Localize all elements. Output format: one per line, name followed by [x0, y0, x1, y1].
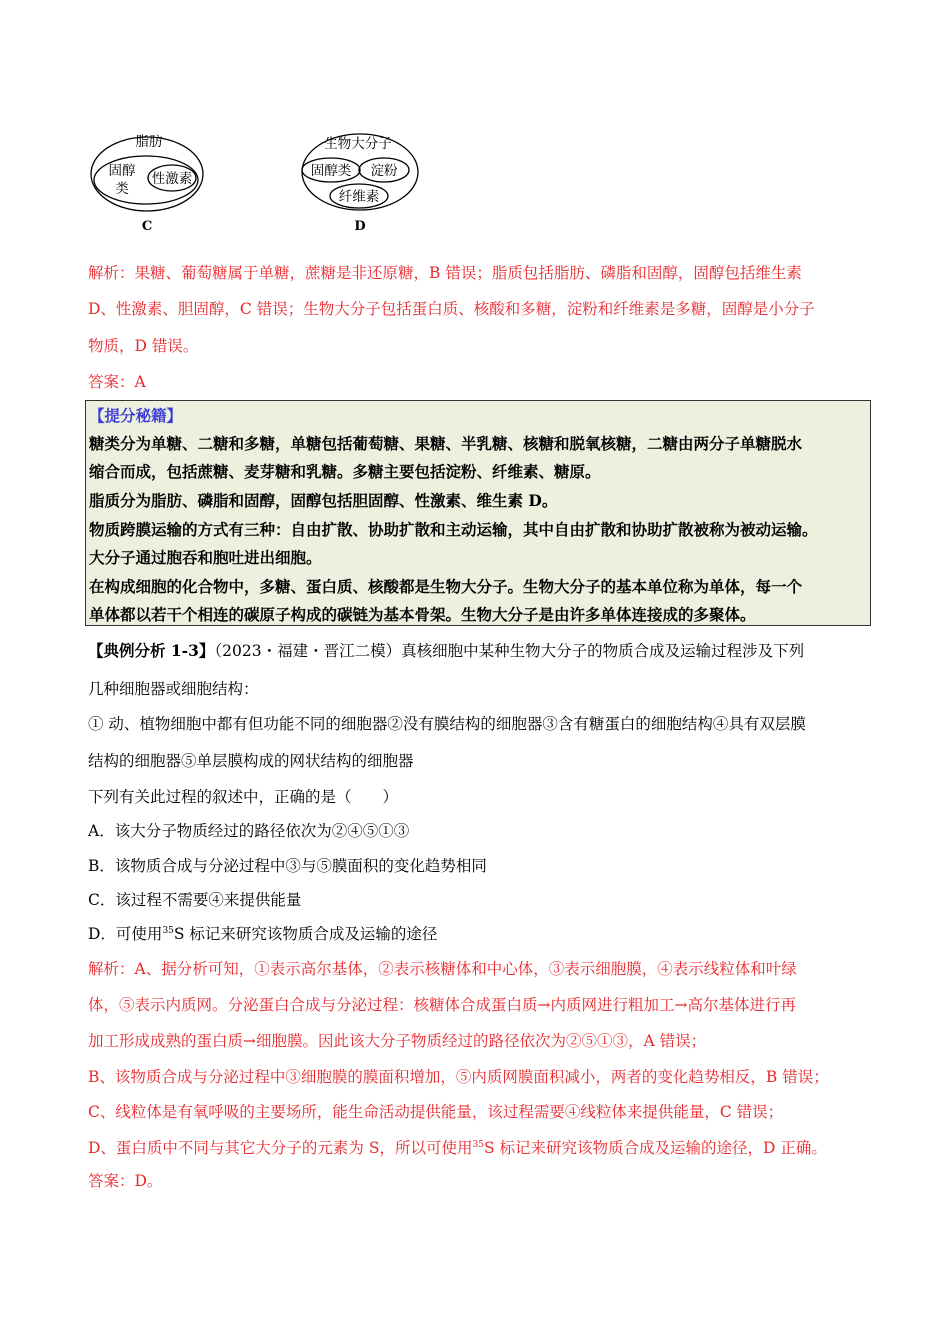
tips-line: 缩合而成，包括蔗糖、麦芽糖和乳糖。多糖主要包括淀粉、纤维素、糖原。	[89, 462, 601, 481]
diagram-d-right-label: 淀粉	[370, 163, 398, 179]
tips-box	[85, 400, 871, 626]
venn-diagrams	[88, 126, 448, 236]
option-d-suffix: S 标记来研究该物质合成及运输的途径	[173, 925, 438, 943]
analysis1-line2: D、性激素、胆固醇，C 错误；生物大分子包括蛋白质、核酸和多糖，淀粉和纤维素是多糖，固醇是小分子	[88, 300, 815, 318]
option-d-superscript: 35	[162, 925, 174, 936]
venn-diagrams-svg	[88, 126, 448, 236]
example-line4: 结构的细胞器⑤单层膜构成的网状结构的细胞器	[88, 752, 414, 770]
diagram-c-left-label-1: 固醇	[108, 163, 136, 179]
analysis2-line6-superscript: 35	[472, 1139, 484, 1150]
diagram-d-outer-label: 生物大分子	[324, 136, 392, 152]
diagram-c	[91, 133, 203, 234]
analysis2-line6-suffix: S 标记来研究该物质合成及运输的途径，D 正确。	[483, 1139, 827, 1157]
analysis2-line6	[88, 1137, 827, 1159]
option-d	[88, 923, 437, 945]
diagram-c-outer-label: 脂肪	[135, 134, 163, 150]
analysis1-line3: 物质，D 错误。	[88, 337, 199, 355]
tips-line: 物质跨膜运输的方式有三种：自由扩散、协助扩散和主动运输，其中自由扩散和协助扩散被称为被动运输。	[89, 520, 818, 539]
tips-line: 糖类分为单糖、二糖和多糖，单糖包括葡萄糖、果糖、半乳糖、核糖和脱氧核糖，二糖由两分子单糖脱水	[89, 434, 803, 453]
tips-line: 大分子通过胞吞和胞吐进出细胞。	[89, 548, 322, 567]
diagram-d	[302, 134, 418, 234]
example-label: 【典例分析 1-3】	[88, 641, 215, 660]
analysis2-line5: C、线粒体是有氧呼吸的主要场所，能生命活动提供能量，该过程需要④线粒体来提供能量，C 错误；	[88, 1103, 784, 1121]
diagram-c-left-label-2: 类	[115, 181, 129, 197]
analysis2-answer: 答案：D。	[88, 1172, 163, 1190]
diagram-d-bottom-label: 纤维素	[338, 189, 380, 205]
analysis2-line4: B、该物质合成与分泌过程中③细胞膜的膜面积增加，⑤内质网膜面积减小，两者的变化趋势相反，B 错误；	[88, 1068, 829, 1086]
analysis2-line2: 体，⑤表示内质网。分泌蛋白合成与分泌过程：核糖体合成蛋白质→内质网进行粗加工→高尔基体进行再	[88, 996, 796, 1014]
diagram-c-inner-label: 性激素	[151, 171, 193, 187]
analysis2-line3: 加工形成成熟的蛋白质→细胞膜。因此该大分子物质经过的路径依次为②⑤①③，A 错误；	[88, 1032, 707, 1050]
option-c: C．该过程不需要④来提供能量	[88, 891, 302, 909]
diagram-c-caption: C	[141, 219, 153, 234]
analysis2-line6-prefix: D、蛋白质中不同与其它大分子的元素为 S，所以可使用	[88, 1139, 473, 1157]
diagram-d-left-label: 固醇类	[310, 163, 352, 179]
option-a: A．该大分子物质经过的路径依次为②④⑤①③	[88, 822, 410, 840]
tips-title: 【提分秘籍】	[89, 406, 183, 425]
tips-line: 脂质分为脂肪、磷脂和固醇，固醇包括胆固醇、性激素、维生素 D。	[89, 491, 558, 510]
option-b: B．该物质合成与分泌过程中③与⑤膜面积的变化趋势相同	[88, 857, 487, 875]
analysis2-line1: 解析：A、据分析可知，①表示高尔基体，②表示核糖体和中心体，③表示细胞膜，④表示线粒体和叶绿	[88, 960, 797, 978]
example-line1	[88, 640, 804, 662]
analysis1-answer: 答案：A	[88, 373, 146, 391]
analysis1-line1: 解析：果糖、葡萄糖属于单糖，蔗糖是非还原糖，B 错误；脂质包括脂肪、磷脂和固醇，固醇包括维生素	[88, 264, 802, 282]
diagram-d-caption: D	[354, 219, 366, 234]
tips-line: 单体都以若干个相连的碳原子构成的碳链为基本骨架。生物大分子是由许多单体连接成的多聚体。	[89, 605, 756, 624]
example-line3: ① 动、植物细胞中都有但功能不同的细胞器②没有膜结构的细胞器③含有糖蛋白的细胞结构④具有双层膜	[88, 715, 806, 733]
option-d-prefix: D．可使用	[88, 925, 163, 943]
example-line2: 几种细胞器或细胞结构：	[88, 680, 259, 698]
example-question: 下列有关此过程的叙述中，正确的是（ ）	[88, 788, 399, 806]
tips-line: 在构成细胞的化合物中，多糖、蛋白质、核酸都是生物大分子。生物大分子的基本单位称为单体，每一个	[89, 577, 803, 596]
example-source: （2023・福建・晋江二模）真核细胞中某种生物大分子的物质合成及运输过程涉及下列	[214, 642, 805, 660]
